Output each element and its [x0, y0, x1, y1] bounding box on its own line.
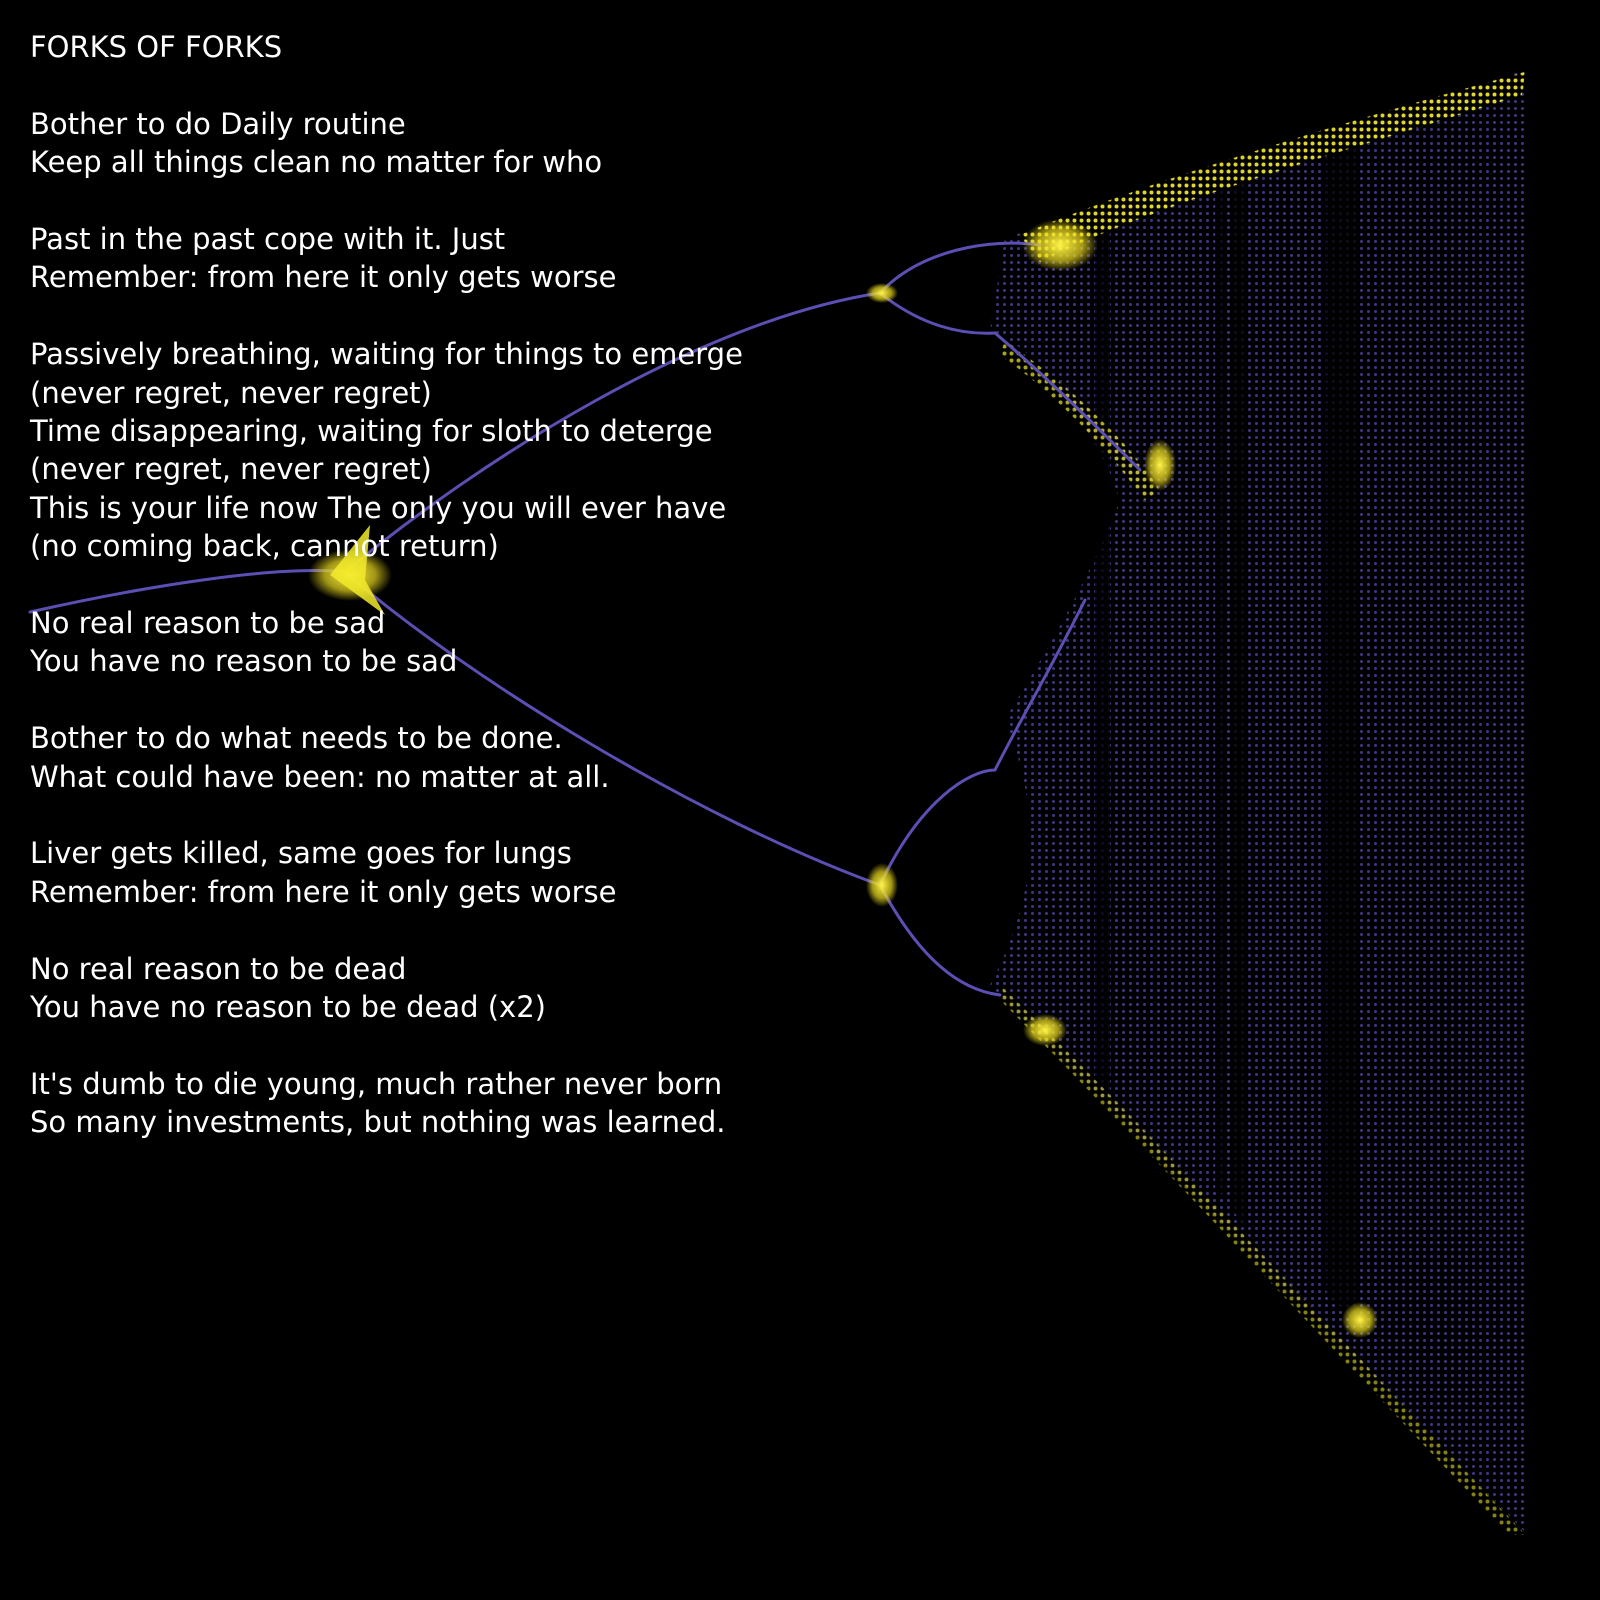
lyric-line: Keep all things clean no matter for who — [30, 145, 603, 180]
lyric-line: Time disappearing, waiting for sloth to deterge — [30, 414, 713, 449]
stanza-6 — [30, 834, 850, 911]
lyric-line: Past in the past cope with it. Just — [30, 222, 506, 256]
lyric-line: It's dumb to die young, much rather never born — [30, 1066, 723, 1101]
lyric-line: (never regret, never regret) — [30, 375, 432, 410]
lyrics-block — [30, 28, 850, 1180]
stanza-4 — [30, 604, 850, 681]
lyric-line: Remember: from here it only gets worse — [30, 260, 617, 295]
lyric-line: Bother to do what needs to be done. — [30, 721, 563, 756]
lyric-line: You have no reason to be dead (x2) — [30, 990, 546, 1025]
song-title: FORKS OF FORKS — [30, 30, 283, 64]
stanza-5 — [30, 719, 850, 796]
lyric-line: Bother to do Daily routine — [30, 106, 406, 141]
lyric-line: No real reason to be sad — [30, 606, 386, 641]
lyric-line: What could have been: no matter at all. — [30, 759, 610, 794]
lyric-line: (never regret, never regret) — [30, 452, 432, 487]
stanza-8 — [30, 1065, 850, 1142]
stanza-1 — [30, 105, 850, 182]
lyric-line: So many investments, but nothing was learned. — [30, 1105, 726, 1140]
lyric-line: No real reason to be dead — [30, 951, 407, 986]
lyric-line: Remember: from here it only gets worse — [30, 874, 617, 909]
lyric-line: Passively breathing, waiting for things to emerge — [30, 337, 743, 372]
stanza-2 — [30, 220, 850, 297]
stanza-3 — [30, 335, 850, 565]
lyric-line: You have no reason to be sad — [30, 644, 458, 679]
lyric-line: (no coming back, cannot return) — [30, 529, 499, 564]
lyric-line: This is your life now The only you will ever have — [30, 490, 727, 525]
chaotic-region — [990, 70, 1528, 1535]
stanza-7 — [30, 950, 850, 1027]
lyric-line: Liver gets killed, same goes for lungs — [30, 836, 572, 871]
